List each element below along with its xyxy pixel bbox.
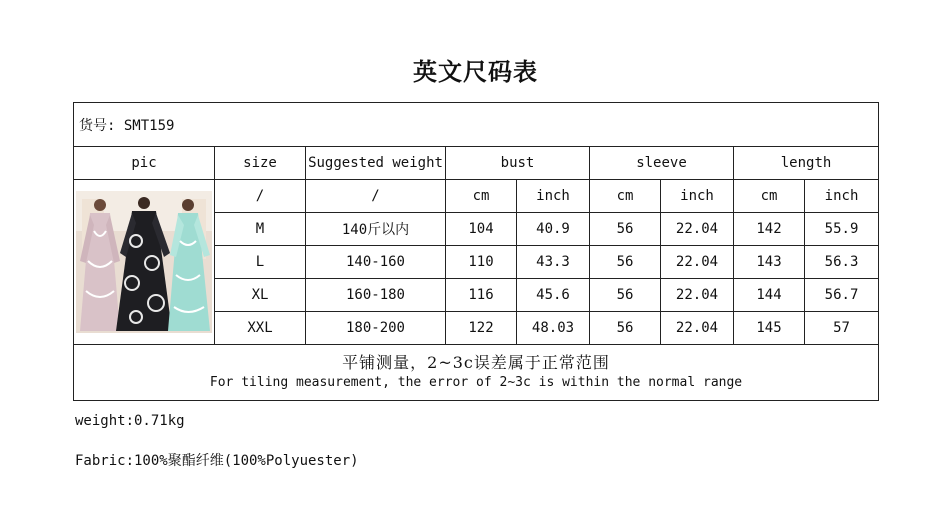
bust-inch-cell: 40.9 bbox=[517, 213, 590, 246]
weight-info: weight:0.71kg bbox=[75, 413, 185, 429]
size-chart-table bbox=[73, 102, 879, 401]
header-sleeve: sleeve bbox=[590, 147, 734, 180]
header-length: length bbox=[734, 147, 879, 180]
unit-weight: / bbox=[306, 180, 446, 213]
unit-size: / bbox=[215, 180, 306, 213]
product-photo-cell bbox=[74, 180, 215, 345]
size-cell: XL bbox=[215, 279, 306, 312]
bust-inch-cell: 45.6 bbox=[517, 279, 590, 312]
note-chinese: 平铺测量，2~3c误差属于正常范围 bbox=[342, 352, 610, 372]
sleeve-cm-cell: 56 bbox=[590, 312, 661, 345]
bust-inch-cell: 43.3 bbox=[517, 246, 590, 279]
bust-cm-cell: 116 bbox=[446, 279, 517, 312]
sleeve-cm-cell: 56 bbox=[590, 213, 661, 246]
product-photo bbox=[76, 191, 212, 333]
length-inch-cell: 57 bbox=[805, 312, 879, 345]
length-inch-cell: 56.7 bbox=[805, 279, 879, 312]
sleeve-inch-cell: 22.04 bbox=[661, 213, 734, 246]
size-cell: XXL bbox=[215, 312, 306, 345]
sleeve-cm-cell: 56 bbox=[590, 246, 661, 279]
header-size: size bbox=[215, 147, 306, 180]
unit-sleeve-inch: inch bbox=[661, 180, 734, 213]
fabric-info: Fabric:100%聚酯纤维(100%Polyuester) bbox=[75, 453, 359, 469]
unit-row bbox=[74, 180, 879, 213]
measurement-note bbox=[74, 345, 879, 401]
weight-cell: 180-200 bbox=[306, 312, 446, 345]
bust-inch-cell: 48.03 bbox=[517, 312, 590, 345]
size-cell: L bbox=[215, 246, 306, 279]
note-english: For tiling measurement, the error of 2~3c is within the normal range bbox=[209, 374, 743, 390]
length-cm-cell: 144 bbox=[734, 279, 805, 312]
weight-cell: 140-160 bbox=[306, 246, 446, 279]
weight-cell: 160-180 bbox=[306, 279, 446, 312]
length-inch-cell: 55.9 bbox=[805, 213, 879, 246]
unit-sleeve-cm: cm bbox=[590, 180, 661, 213]
sleeve-cm-cell: 56 bbox=[590, 279, 661, 312]
note-row bbox=[74, 345, 879, 401]
header-pic: pic bbox=[74, 147, 215, 180]
length-inch-cell: 56.3 bbox=[805, 246, 879, 279]
unit-length-cm: cm bbox=[734, 180, 805, 213]
sleeve-inch-cell: 22.04 bbox=[661, 246, 734, 279]
length-cm-cell: 142 bbox=[734, 213, 805, 246]
page-title: 英文尺码表 bbox=[413, 58, 538, 86]
sleeve-inch-cell: 22.04 bbox=[661, 279, 734, 312]
size-cell: M bbox=[215, 213, 306, 246]
bust-cm-cell: 122 bbox=[446, 312, 517, 345]
sku-row bbox=[74, 103, 879, 147]
sku-label: 货号: SMT159 bbox=[74, 103, 879, 147]
unit-length-inch: inch bbox=[805, 180, 879, 213]
header-weight: Suggested weight bbox=[306, 147, 446, 180]
header-bust: bust bbox=[446, 147, 590, 180]
bust-cm-cell: 104 bbox=[446, 213, 517, 246]
weight-cell: 140斤以内 bbox=[306, 213, 446, 246]
bust-cm-cell: 110 bbox=[446, 246, 517, 279]
unit-bust-cm: cm bbox=[446, 180, 517, 213]
sleeve-inch-cell: 22.04 bbox=[661, 312, 734, 345]
header-row bbox=[74, 147, 879, 180]
length-cm-cell: 145 bbox=[734, 312, 805, 345]
length-cm-cell: 143 bbox=[734, 246, 805, 279]
unit-bust-inch: inch bbox=[517, 180, 590, 213]
